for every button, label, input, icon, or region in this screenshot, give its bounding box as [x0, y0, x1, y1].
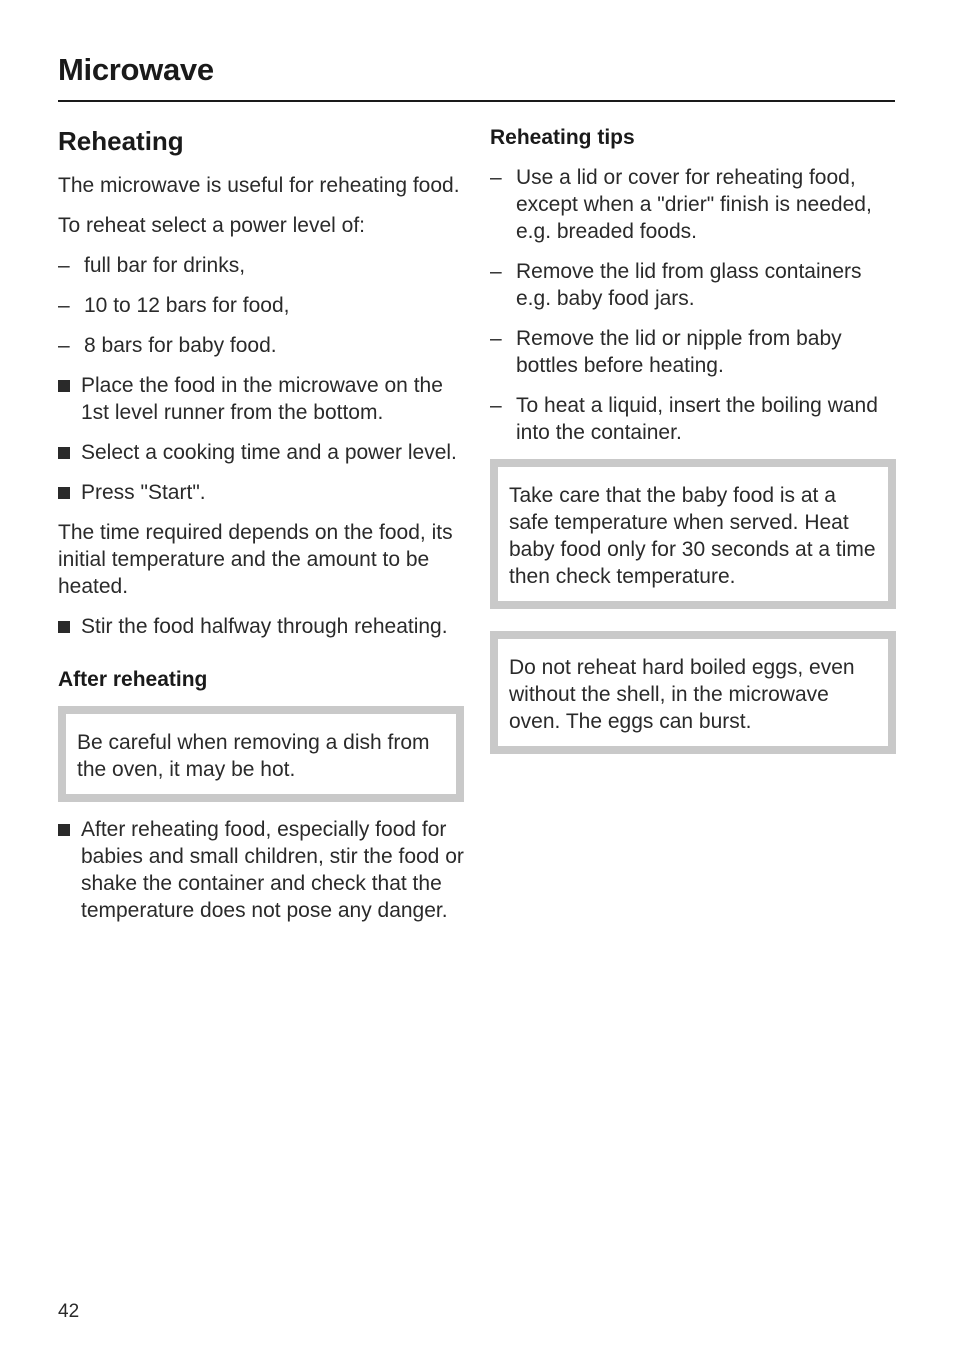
- tip-item: [490, 164, 896, 245]
- dash-bullet: –: [58, 294, 70, 317]
- tip-text: To heat a liquid, insert the boiling wand into the container.: [516, 394, 878, 444]
- square-bullet-icon: [58, 447, 70, 459]
- tip-item: [490, 325, 896, 379]
- dash-bullet: –: [58, 334, 70, 357]
- dash-bullet: –: [490, 260, 502, 283]
- step-text: Stir the food halfway through reheating.: [81, 615, 448, 638]
- square-bullet-icon: [58, 487, 70, 499]
- page-number: 42: [58, 1301, 80, 1322]
- tip-text: Remove the lid or nipple from baby bottles before heating.: [516, 327, 842, 377]
- left-column: [58, 124, 464, 937]
- tip-text: Remove the lid from glass containers e.g. baby food jars.: [516, 260, 862, 310]
- right-column: [490, 124, 896, 754]
- warning-box: Be careful when removing a dish from the oven, it may be hot.: [58, 706, 464, 802]
- square-bullet-icon: [58, 380, 70, 392]
- power-level-text: full bar for drinks,: [84, 254, 246, 277]
- eggs-warning-box: Do not reheat hard boiled eggs, even without the shell, in the microwave oven. The eggs can burst.: [490, 631, 896, 754]
- power-level-item: [58, 332, 464, 359]
- after-reheating-heading: After reheating: [58, 668, 208, 691]
- dash-bullet: –: [490, 327, 502, 350]
- tip-text: Use a lid or cover for reheating food, except when a "drier" finish is needed, e.g. breaded foods.: [516, 166, 872, 243]
- square-bullet-icon: [58, 621, 70, 633]
- square-bullet-icon: [58, 824, 70, 836]
- step-item: [58, 479, 464, 506]
- step-text: After reheating food, especially food for babies and small children, stir the food or shake the container and check that the temperature does not pose any danger.: [81, 818, 464, 922]
- title-divider: [58, 100, 895, 102]
- step-text: Place the food in the microwave on the 1st level runner from the bottom.: [81, 374, 443, 424]
- step-item: [58, 816, 464, 924]
- step-item: [58, 613, 464, 640]
- dash-bullet: –: [490, 394, 502, 417]
- step-text: Press "Start".: [81, 481, 206, 504]
- reheating-heading: Reheating: [58, 126, 184, 156]
- reheating-tips-heading: Reheating tips: [490, 126, 635, 149]
- time-note-text: The time required depends on the food, its initial temperature and the amount to be heated.: [58, 521, 453, 598]
- step-text: Select a cooking time and a power level.: [81, 441, 457, 464]
- power-level-text: 8 bars for baby food.: [84, 334, 277, 357]
- page-title: Microwave: [58, 52, 214, 87]
- tip-item: [490, 392, 896, 446]
- power-intro-text: To reheat select a power level of:: [58, 214, 366, 237]
- power-level-item: [58, 292, 464, 319]
- step-item: [58, 439, 464, 466]
- step-item: [58, 372, 464, 426]
- tip-item: [490, 258, 896, 312]
- dash-bullet: –: [58, 254, 70, 277]
- power-level-item: [58, 252, 464, 279]
- intro-text: The microwave is useful for reheating food.: [58, 174, 460, 197]
- power-level-text: 10 to 12 bars for food,: [84, 294, 290, 317]
- dash-bullet: –: [490, 166, 502, 189]
- baby-food-warning-box: Take care that the baby food is at a safe temperature when served. Heat baby food only for 30 seconds at a time then check temperature.: [490, 459, 896, 609]
